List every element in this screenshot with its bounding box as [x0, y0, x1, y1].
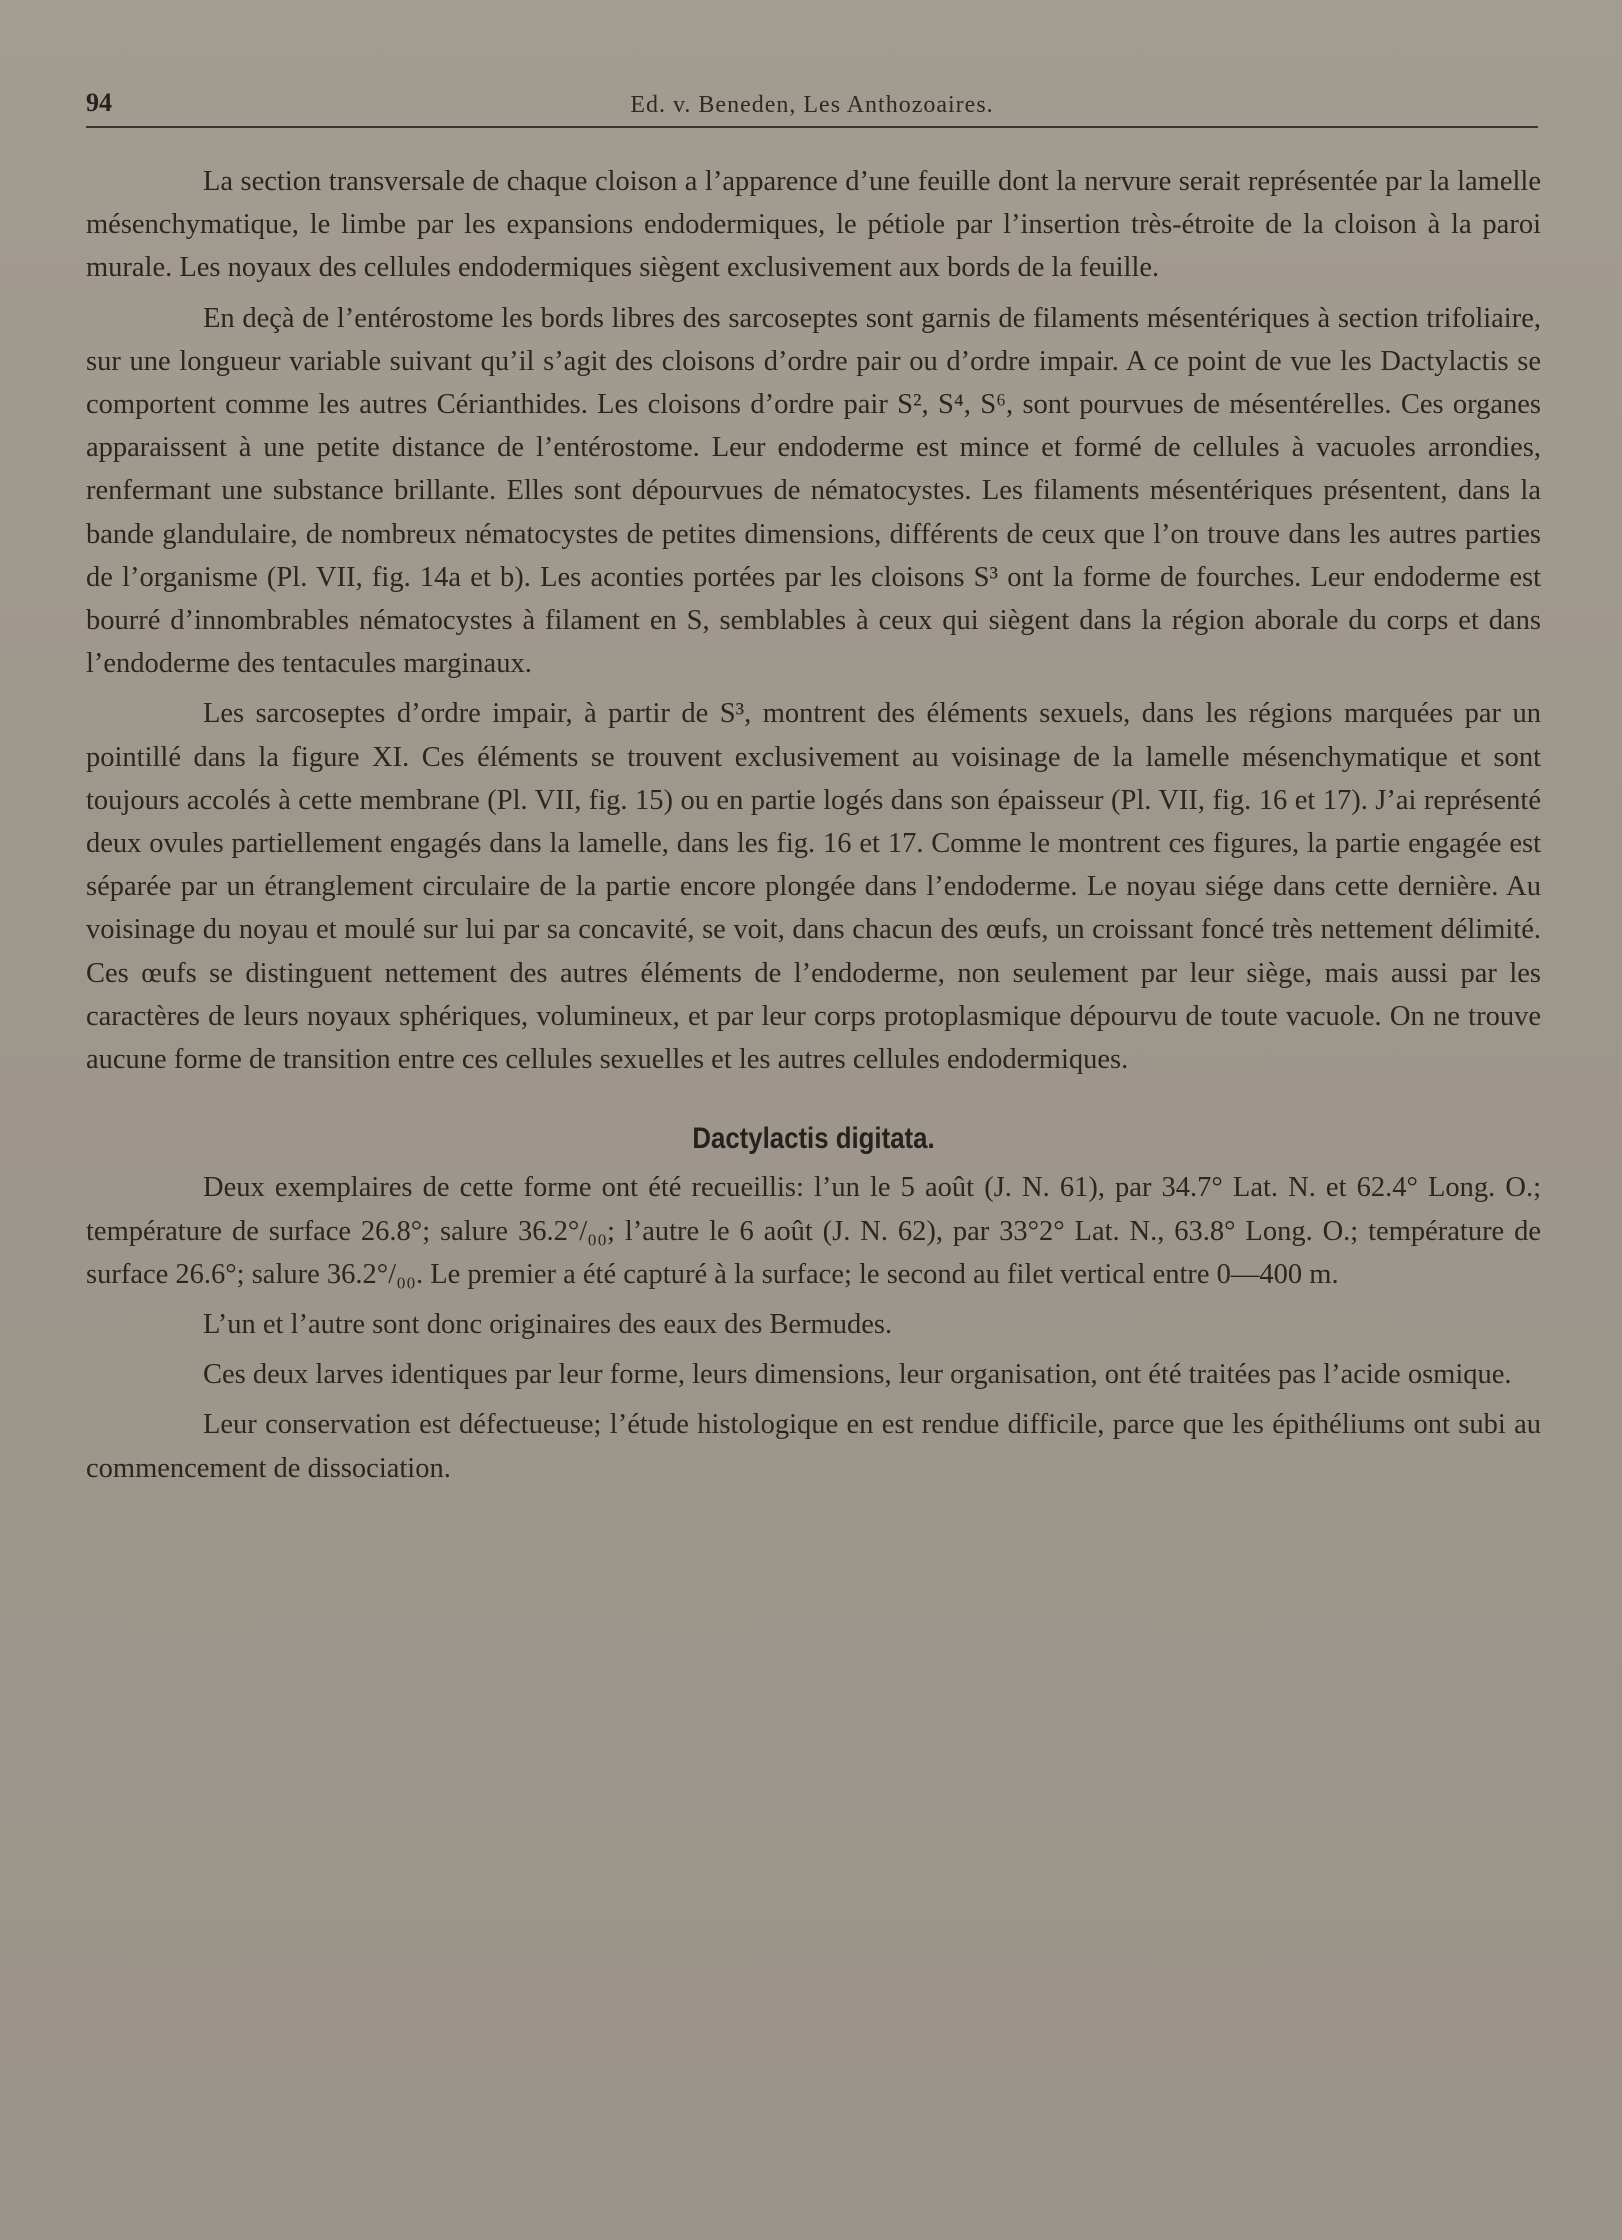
page-header: [86, 86, 1538, 128]
paragraph: La section transversale de chaque cloison a l’apparence d’une feuille dont la nervure serait représentée par la lamelle mésenchymatique, le limbe par les expansions endodermiques, le pétiole par l’insertion très-étroite de la cloison à la paroi murale. Les noyaux des cellules endodermiques siègent exclusivement aux bords de la feuille.: [86, 166, 1541, 284]
body-text: [86, 160, 1541, 1497]
paragraph: Deux exemplaires de cette forme ont été recueillis: l’un le 5 août (J. N. 61), par 34.7° Lat. N. et 62.4° Long. O.; température de surface 26.8°; salure 36.2°/₀₀; l’autre le 6 août (J. N. 62), par 33°2° Lat. N., 63.8° Long. O.; température de surface 26.6°; salure 36.2°/₀₀. Le premier a été capturé à la surface; le second au filet vertical entre 0—400 m.: [86, 1172, 1541, 1290]
paragraph: Les sarcoseptes d’ordre impair, à partir de S³, montrent des éléments sexuels, dans les régions marquées par un pointillé dans la figure XI. Ces éléments se trouvent exclusivement au voisinage de la lamelle mésenchymatique et sont toujours accolés à cette membrane (Pl. VII, fig. 15) ou en partie logés dans son épaisseur (Pl. VII, fig. 16 et 17). J’ai représenté deux ovules partiellement engagés dans la lamelle, dans les fig. 16 et 17. Comme le montrent ces figures, la partie engagée est séparée par un étranglement circulaire de la partie encore plongée dans l’endoderme. Le noyau siége dans cette dernière. Au voisinage du noyau et moulé sur lui par sa concavité, se voit, dans chacun des œufs, un croissant foncé très nettement délimité. Ces œufs se distinguent nettement des autres éléments de l’endoderme, non seulement par leur siège, mais aussi par les caractères de leurs noyaux sphériques, volumineux, et par leur corps protoplasmique dépourvu de toute vacuole. On ne trouve aucune forme de transition entre ces cellules sexuelles et les autres cellules endodermiques.: [86, 698, 1541, 1076]
paragraph: Ces deux larves identiques par leur forme, leurs dimensions, leur organisation, ont été traitées pas l’acide osmique.: [203, 1359, 1512, 1391]
paragraph: L’un et l’autre sont donc originaires des eaux des Bermudes.: [203, 1309, 893, 1341]
section-title: Dactylactis digitata.: [692, 1122, 935, 1156]
paragraph: Leur conservation est défectueuse; l’étude histologique en est rendue difficile, parce que les épithéliums ont subi au commencement de dissociation.: [86, 1409, 1541, 1484]
paragraph: En deçà de l’entérostome les bords libres des sarcoseptes sont garnis de filaments mésentériques à section trifoliaire, sur une longueur variable suivant qu’il s’agit des cloisons d’ordre pair ou d’ordre impair. A ce point de vue les Dactylactis se comportent comme les autres Cérianthides. Les cloisons d’ordre pair S², S⁴, S⁶, sont pourvues de mésentérelles. Ces organes apparaissent à une petite distance de l’entérostome. Leur endoderme est mince et formé de cellules à vacuoles arrondies, renfermant une substance brillante. Elles sont dépourvues de nématocystes. Les filaments mésentériques présentent, dans la bande glandulaire, de nombreux nématocystes de petites dimensions, différents de ceux que l’on trouve dans les autres parties de l’organisme (Pl. VII, fig. 14a et b). Les aconties portées par les cloisons S³ ont la forme de fourches. Leur endoderme est bourré d’innombrables nématocystes à filament en S, semblables à ceux qui siègent dans la région aborale du corps et dans l’endoderme des tentacules marginaux.: [86, 302, 1541, 680]
page-number: 94: [86, 88, 112, 117]
running-title: Ed. v. Beneden, Les Anthozoaires.: [630, 92, 994, 118]
